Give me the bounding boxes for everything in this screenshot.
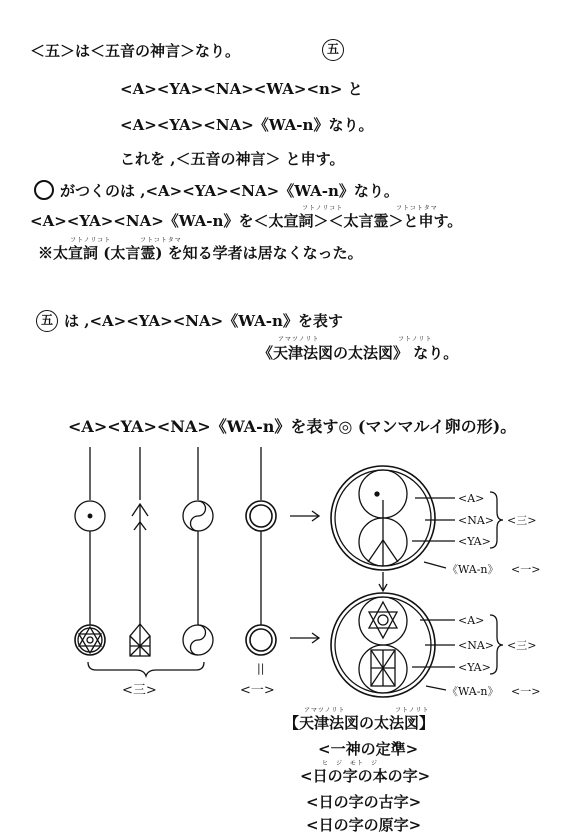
a-symbol-icon (75, 501, 105, 531)
footer-title: 【天津法図の太法図】 (284, 714, 435, 732)
line-7-ruby-1: フトノリコト (70, 237, 112, 244)
label-ya: <YA> (458, 535, 491, 548)
bottom-one-label: <一> (240, 683, 275, 698)
na-yinyang-bottom-icon (183, 625, 213, 655)
na-yinyang-icon (183, 501, 213, 531)
a-star-icon (75, 625, 105, 655)
label-ya-lower: <YA> (458, 661, 491, 674)
label-na: <NA> (458, 514, 495, 527)
go-circle-mark: 五 (322, 39, 344, 61)
equals-mark: || (257, 662, 265, 675)
label-a: <A> (458, 492, 485, 505)
diagram-heading: <A><YA><NA>《WA-n》を表す◎ (マンマルイ卵の形)。 (68, 417, 517, 436)
lower-big-circle (331, 593, 435, 697)
line-5: がつくのは ,<A><YA><NA>《WA-n》なり。 (60, 182, 399, 200)
line-9-ruby-1: アマツノリト (278, 336, 320, 343)
line-2: <A><YA><NA><WA><n> と (120, 80, 363, 98)
line-7: ※太宣詞 (太言霊) を知る学者は居なくなった。 (38, 244, 363, 262)
footer-line-3: <日の字の古字> (306, 793, 422, 811)
line-9-ruby-2: フトノリト (398, 336, 433, 343)
label-wan-lower: 《WA-n》 (447, 685, 499, 698)
go-circle-mark-2: 五 (36, 310, 58, 332)
footer-line-2-ruby: ヒ ジ モト ジ (322, 760, 379, 767)
label-a-lower: <A> (458, 614, 485, 627)
label-three: <三> (507, 514, 537, 527)
line-6-ruby-1: フトノリコト (302, 205, 344, 212)
label-na-lower: <NA> (458, 639, 495, 652)
line-4: これを ,＜五音の神言＞ と申す。 (120, 150, 345, 168)
wan-double-circle-icon (246, 501, 276, 531)
footer-title-ruby-1: アマツノリト (304, 707, 346, 714)
label-wan: 《WA-n》 (447, 563, 499, 576)
bottom-three-label: <三> (122, 683, 157, 698)
ya-arrow-icon (132, 504, 148, 530)
label-one-lower: <一> (511, 685, 541, 698)
line-8: は ,<A><YA><NA>《WA-n》を表す (64, 312, 343, 330)
label-three-lower: <三> (507, 639, 537, 652)
footer-line-2: <日の字の本の字> (300, 767, 431, 785)
ya-lattice-icon (130, 624, 150, 656)
line-6-ruby-2: フトコトタマ (396, 205, 438, 212)
footer-title-ruby-2: フトノリト (395, 707, 430, 714)
line-6: <A><YA><NA>《WA-n》を＜太宣詞＞＜太言霊＞と申す。 (30, 212, 463, 230)
wan-double-circle-bottom-icon (246, 625, 276, 655)
footer-line-4: <日の字の原字> (306, 816, 422, 834)
line-9: 《天津法図の太法図》 なり。 (258, 344, 459, 362)
line-7-ruby-2: フトコトタマ (140, 237, 182, 244)
line-1: ＜五＞は＜五音の神言＞なり。 (30, 42, 241, 60)
upper-big-circle (331, 466, 435, 570)
label-one: <一> (511, 563, 541, 576)
footer-line-1: <一神の定準> (318, 740, 419, 758)
line-3: <A><YA><NA>《WA-n》なり。 (120, 116, 374, 134)
